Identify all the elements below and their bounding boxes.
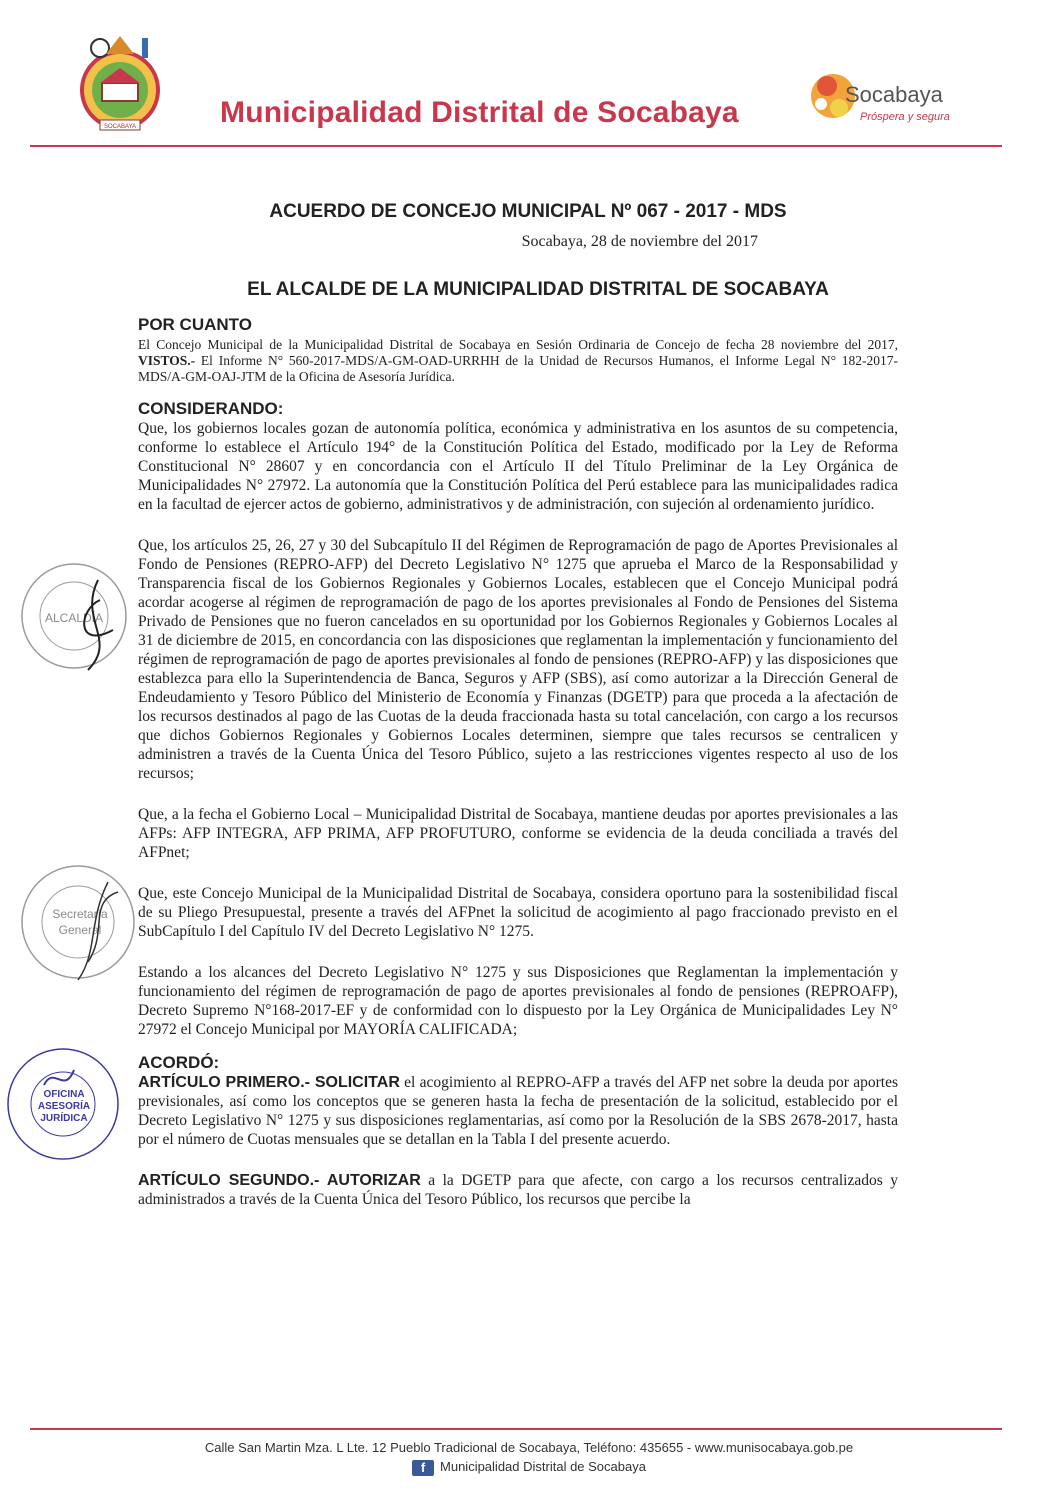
header-divider — [30, 145, 1002, 147]
footer-divider — [30, 1428, 1002, 1430]
secretaria-stamp-icon — [18, 862, 138, 982]
footer-address: Calle San Martin Mza. L Lte. 12 Pueblo Tradicional de Socabaya, Teléfono: 435655 - www.munisocabaya.gob.pe — [204, 1440, 854, 1455]
facebook-label: Municipalidad Distrital de Socabaya — [440, 1459, 646, 1474]
asesoria-juridica-stamp-icon — [4, 1045, 122, 1163]
municipal-crest-icon — [70, 28, 170, 138]
svg-text:ASESORÍA: ASESORÍA — [37, 1101, 91, 1112]
brand-name: Socabaya — [845, 82, 943, 107]
article-one-label: ARTÍCULO PRIMERO.- SOLICITAR — [138, 1074, 400, 1091]
facebook-icon: f — [412, 1460, 434, 1476]
svg-text:General: General — [58, 923, 102, 937]
svg-text:JURÍDICA: JURÍDICA — [40, 1113, 88, 1124]
acordo-heading: ACORDÓ: — [138, 1053, 220, 1072]
mayor-title: EL ALCALDE DE LA MUNICIPALIDAD DISTRITAL DE SOCABAYA — [247, 279, 829, 300]
vistos-label: VISTOS.- — [138, 353, 196, 368]
svg-text:Secretaría: Secretaría — [52, 907, 108, 921]
municipality-title: Municipalidad Distrital de Socabaya — [220, 96, 739, 129]
article-two-text: a la DGETP para que afecte, con cargo a los recursos centralizados y administrados a través de la Cuenta Única del Tesoro Público, los recursos que percibe la — [138, 1172, 899, 1208]
por-cuanto-text-continued: El Informe N° 560-2017-MDS/A-GM-OAD-URRHH de la Unidad de Recursos Humanos, el Informe Legal N° 182-2017-MDS/A-GM-OAJ-JTM de la Oficina de Asesoría Jurídica. — [138, 353, 898, 384]
article-one-text: el acogimiento al REPRO-AFP a través del AFP net sobre la deuda por aportes previsionales, así como los conceptos que se generen hasta la fecha de presentación de la solicitud, establecido por el Decreto Legislativo N° 1275 y sus disposiciones reglamentarias, así como por la Resolución de la SBS 2678-2017, hasta por el número de Cuotas mensuales que se detallan en la Tabla I del presente acuerdo. — [138, 1074, 898, 1148]
brand-tagline: Próspera y segura — [860, 111, 950, 123]
article-two — [138, 1171, 898, 1209]
socabaya-brand-logo — [805, 56, 975, 136]
agreement-title: ACUERDO DE CONCEJO MUNICIPAL Nº 067 - 2017 - MDS — [269, 201, 787, 222]
considerando-paragraph-5: Estando a los alcances del Decreto Legislativo N° 1275 y sus Disposiciones que Reglamentan la implementación y funcionamiento del régimen de reprogramación de pago de aportes previsionales al fondo de pensiones (REPROAFP), Decreto Supremo N°168-2017-EF y de conformidad con lo dispuesto por la Ley Orgánica de Municipalidades Ley N° 27972 el Concejo Municipal por MAYORÍA CALIFICADA; — [138, 964, 898, 1038]
svg-text:OFICINA: OFICINA — [43, 1089, 85, 1100]
considerando-paragraph-4: Que, este Concejo Municipal de la Municipalidad Distrital de Socabaya, considera oportuno para la sostenibilidad fiscal de su Pliego Presupuestal, presente a través del AFPnet la solicitud de acogimiento al pago fraccionado previsto en el SubCapítulo I del Capítulo IV del Decreto Legislativo N° 1275. — [138, 885, 898, 940]
article-one — [138, 1073, 898, 1149]
considerando-paragraph-3: Que, a la fecha el Gobierno Local – Municipalidad Distrital de Socabaya, mantiene deudas por aportes previsionales a las AFPs: AFP INTEGRA, AFP PRIMA, AFP PROFUTURO, conforme se evidencia de la deuda conciliada a través del AFPnet; — [138, 806, 898, 861]
document-body — [118, 195, 898, 1209]
place-date: Socabaya, 28 de noviembre del 2017 — [521, 233, 758, 250]
por-cuanto-heading: POR CUANTO — [138, 315, 252, 334]
svg-text:SOCABAYA: SOCABAYA — [103, 124, 137, 130]
svg-text:ALCALDÍA: ALCALDÍA — [44, 611, 104, 625]
considerando-heading: CONSIDERANDO: — [138, 399, 284, 418]
letterhead — [70, 28, 1000, 148]
considerando-paragraph-2: Que, los artículos 25, 26, 27 y 30 del Subcapítulo II del Régimen de Reprogramación de pago de Aportes Previsionales al Fondo de Pensiones (REPRO-AFP) del Decreto Legislativo N° 1275 que aprueba el Marco de la Responsabilidad y Transparencia fiscal de los Gobiernos Regionales y Gobiernos Locales, establecen que el Concejo Municipal podrá acordar acogerse al régimen de reprogramación de pago de los aportes previsionales al Fondo de Pensiones del Sistema Privado de Pensiones que no fueron cancelados en su oportunidad por los Gobiernos Regionales y Gobiernos Locales al 31 de diciembre de 2015, en concordancia con las disposiciones que reglamentan la implementación y funcionamiento del régimen de reprogramación de pago de aportes previsionales al fondo de pensiones (REPRO-AFP) y las disposiciones que establezca para ello la Superintendencia de Banca, Seguros y AFP (SBS), así como autorizar a la Dirección General de Endeudamiento y Tesoro Público del Ministerio de Economía y Finanzas (DGETP) para que proceda a la afectación de los recursos destinados al pago de las Cuotas de la deuda fraccionada hasta su total cancelación, con cargo a los recursos que dichos Gobiernos Regionales y Gobiernos Locales determinen, siempre que tales recursos se centralicen y administren a través de la Cuenta Única del Tesoro Público, sujeto a las restricciones vigentes respecto al uso de los recursos; — [138, 537, 898, 782]
article-two-label: ARTÍCULO SEGUNDO.- AUTORIZAR — [138, 1172, 421, 1189]
por-cuanto-text: El Concejo Municipal de la Municipalidad Distrital de Socabaya en Sesión Ordinaria de Concejo de fecha 28 noviembre del 2017, — [138, 337, 898, 352]
considerando-paragraph-1: Que, los gobiernos locales gozan de autonomía política, económica y administrativa en los asuntos de su competencia, conforme lo establece el Artículo 194° de la Constitución Política del Estado, modificado por la Ley de Reforma Constitucional N° 28607 y en concordancia con el Artículo II del Título Preliminar de la Ley Orgánica de Municipalidades N° 27972. La autonomía que la Constitución Política del Perú establece para las municipalidades radica en la facultad de ejercer actos de gobierno, administrativos y de administración, con sujeción al ordenamiento jurídico. — [138, 420, 898, 513]
alcaldia-stamp-icon — [18, 560, 130, 672]
por-cuanto-paragraph — [138, 337, 898, 385]
footer-facebook — [0, 1459, 1058, 1476]
